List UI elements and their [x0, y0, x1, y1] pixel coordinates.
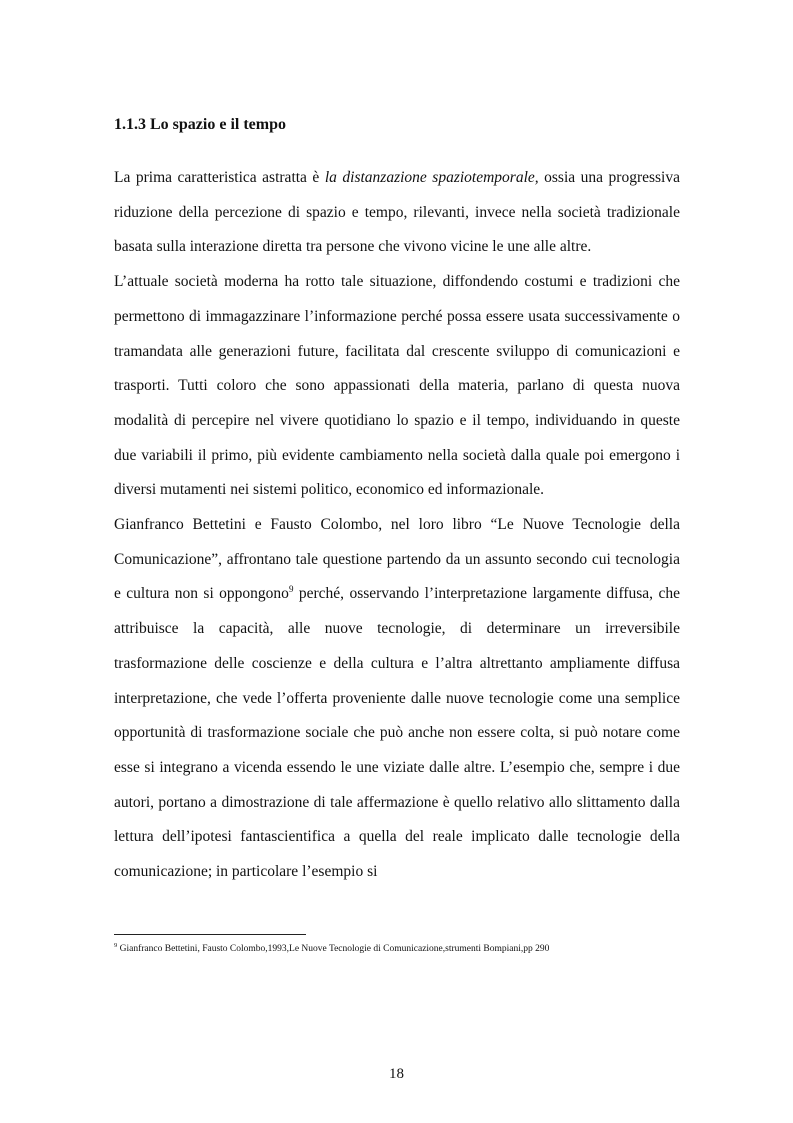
footnote	[114, 943, 680, 955]
paragraph-1-italic-term: la distanzazione spaziotemporale,	[324, 169, 539, 186]
footnote-number: 9	[114, 941, 118, 949]
footnote-reference[interactable]: 9	[288, 584, 294, 595]
footnote-separator	[114, 934, 306, 935]
paragraph-1	[114, 161, 680, 265]
paragraph-2: L’attuale società moderna ha rotto tale situazione, diffondendo costumi e tradizioni che permettono di immagazzinare l’informazione perché possa essere usata successivamente o tramandata alle generazioni future, facilitata dal crescente sviluppo di comunicazioni e trasporti. Tutti coloro che sono appassionati della materia, parlano di questa nuova modalità di percepire nel vivere quotidiano lo spazio e il tempo, individuando in queste due variabili il primo, più evidente cambiamento nella società dalla quale poi emergono i diversi mutamenti nei sistemi politico, economico ed informazionale.	[114, 273, 680, 499]
body-text	[114, 161, 680, 890]
footnote-text: Gianfranco Bettetini, Fausto Colombo,1993,Le Nuove Tecnologie di Comunicazione,strumenti Bompiani,pp 290	[117, 944, 550, 954]
paragraph-1-lead: La prima caratteristica astratta è	[114, 169, 325, 186]
paragraph-3	[114, 508, 680, 890]
paragraph-3-lead: Gianfranco Bettetini e Fausto Colombo, nel loro libro “Le Nuove Tecnologie della Comunicazione”, affrontano tale questione partendo da un assunto secondo cui tecnologia e cultura non si oppongono	[114, 516, 680, 603]
section-heading: 1.1.3 Lo spazio e il tempo	[114, 116, 286, 133]
paragraph-3-rest: perché, osservando l’interpretazione largamente diffusa, che attribuisce la capacità, alle nuove tecnologie, di determinare un irreversibile trasformazione delle coscienze e della cultura e l’altra altrettanto ampliamente diffusa interpretazione, che vede l’offerta proveniente dalle nuove tecnologie come una semplice opportunità di trasformazione sociale che può anche non essere colta, si può notare come esse si integrano a vicenda essendo le une viziate dalle altre. L’esempio che, sempre i due autori, portano a dimostrazione di tale affermazione è quello relativo allo slittamento dalla lettura dell’ipotesi fantascientifica a quella del reale implicato dalle tecnologie della comunicazione; in particolare l’esempio si	[114, 585, 680, 881]
page-number: 18	[389, 1066, 404, 1082]
paragraph-1-rest: ossia una progressiva riduzione della percezione di spazio e tempo, rilevanti, invece nella società tradizionale basata sulla interazione diretta tra persone che vivono vicine le une alle altre.	[114, 169, 680, 256]
